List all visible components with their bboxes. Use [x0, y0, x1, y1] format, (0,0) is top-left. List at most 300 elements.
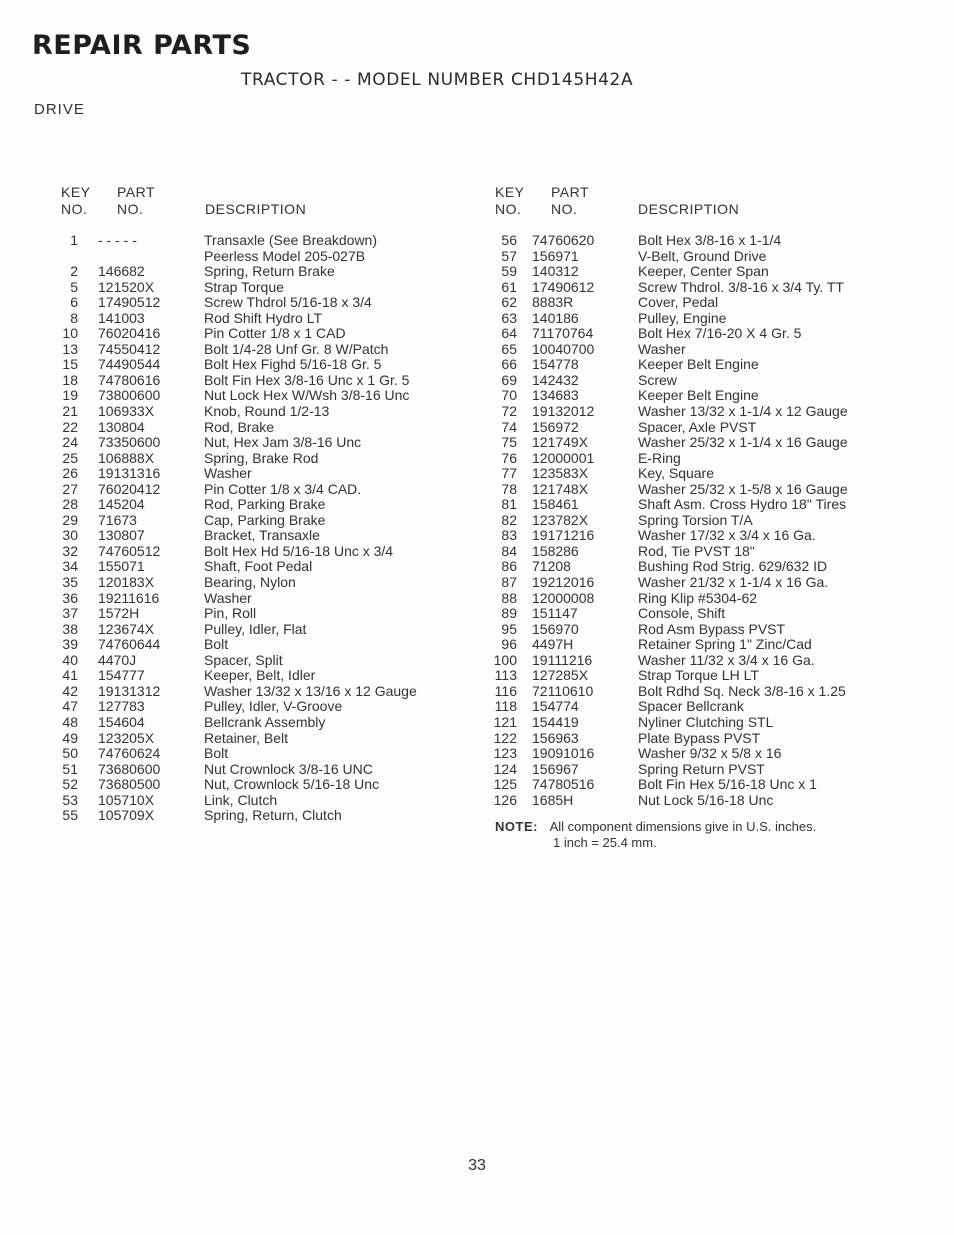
- part-number: 17490512: [98, 294, 161, 311]
- key-number: 72: [501, 403, 517, 420]
- key-number: 50: [62, 745, 78, 762]
- key-number: 34: [62, 558, 78, 575]
- part-number: 4470J: [98, 651, 137, 668]
- part-description: Spacer Bellcrank: [638, 698, 744, 715]
- key-number: 38: [62, 620, 78, 637]
- part-description: Spacer, Axle PVST: [638, 418, 757, 435]
- left-part-header: [117, 184, 155, 218]
- model-subtitle: TRACTOR - - MODEL NUMBER CHD145H42A: [241, 70, 634, 90]
- table-row: [478, 497, 918, 513]
- key-number: 30: [62, 527, 78, 544]
- part-description: Spring, Return, Clutch: [204, 807, 342, 824]
- part-number: 19131312: [98, 682, 161, 699]
- table-row: [40, 684, 460, 700]
- part-description: Bolt Rdhd Sq. Neck 3/8-16 x 1.25: [638, 682, 846, 699]
- part-number: 74760644: [98, 636, 161, 653]
- key-number: 81: [501, 496, 517, 513]
- part-description: Spring Torsion T/A: [638, 511, 753, 528]
- part-number: 123782X: [532, 511, 589, 528]
- key-number: 59: [501, 263, 517, 280]
- table-row: [40, 606, 460, 622]
- part-number: 12000001: [532, 449, 595, 466]
- part-header-line1: PART: [117, 184, 156, 200]
- table-row: [40, 435, 460, 451]
- part-description: Bracket, Transaxle: [204, 527, 320, 544]
- table-row: [40, 466, 460, 482]
- table-row: [40, 731, 460, 747]
- key-number: 63: [501, 309, 517, 326]
- key-number: 82: [501, 511, 517, 528]
- part-number: 71673: [98, 511, 137, 528]
- part-number: 10040700: [532, 340, 595, 357]
- section-heading: DRIVE: [34, 101, 85, 118]
- part-description: Pin Cotter 1/8 x 3/4 CAD.: [204, 480, 362, 497]
- part-number: 123583X: [532, 465, 589, 482]
- note-line1: [495, 819, 816, 835]
- table-row: [478, 637, 918, 653]
- part-number: 17490612: [532, 278, 595, 295]
- left-key-header: [61, 184, 91, 218]
- table-row: [40, 311, 460, 327]
- part-number: 121520X: [98, 278, 155, 295]
- key-number: 126: [493, 791, 517, 808]
- key-header-line2: NO.: [61, 201, 88, 217]
- table-row: [478, 342, 918, 358]
- table-row: [40, 420, 460, 436]
- part-number: 19111216: [532, 651, 593, 668]
- table-row: [478, 715, 918, 731]
- part-description: Peerless Model 205-027B: [204, 247, 366, 264]
- table-row: [478, 544, 918, 560]
- part-number: 158461: [532, 496, 579, 513]
- table-row: [40, 513, 460, 529]
- part-number: 71208: [532, 558, 571, 575]
- key-number: 36: [62, 589, 78, 606]
- part-description: Nut Lock 5/16-18 Unc: [638, 791, 774, 808]
- key-number: 41: [62, 667, 78, 684]
- part-description: Bolt Fin Hex 5/16-18 Unc x 1: [638, 776, 817, 793]
- key-number: 83: [501, 527, 517, 544]
- key-number: 84: [501, 542, 517, 559]
- table-row: [478, 513, 918, 529]
- part-description: Link, Clutch: [204, 791, 278, 808]
- part-description: Knob, Round 1/2-13: [204, 403, 330, 420]
- table-row: [40, 777, 460, 793]
- table-row: [478, 684, 918, 700]
- part-description: Spring, Brake Rod: [204, 449, 319, 466]
- key-number: 74: [501, 418, 517, 435]
- part-description: Washer 21/32 x 1-1/4 x 16 Ga.: [638, 574, 829, 591]
- key-number: 77: [501, 465, 517, 482]
- part-header-line2: NO.: [551, 201, 578, 217]
- part-number: 154778: [532, 356, 579, 373]
- table-row: [478, 280, 918, 296]
- part-description: Washer: [638, 340, 686, 357]
- key-number: 70: [501, 387, 517, 404]
- part-number: 8883R: [532, 294, 574, 311]
- key-number: 113: [494, 667, 517, 684]
- table-row: [40, 497, 460, 513]
- part-number: 158286: [532, 542, 579, 559]
- part-number: 12000008: [532, 589, 595, 606]
- table-row: [40, 559, 460, 575]
- part-description: Washer: [204, 589, 252, 606]
- part-description: Screw: [638, 371, 677, 388]
- part-description: Rod, Parking Brake: [204, 496, 326, 513]
- part-description: Nut, Crownlock 5/16-18 Unc: [204, 776, 380, 793]
- part-description: Keeper Belt Engine: [638, 387, 759, 404]
- part-number: 74760620: [532, 232, 595, 248]
- table-row: [40, 264, 460, 280]
- table-row: [40, 280, 460, 296]
- part-header-line2: NO.: [117, 201, 144, 217]
- part-description: Retainer Spring 1" Zinc/Cad: [638, 636, 812, 653]
- part-description: Bolt Hex 7/16-20 X 4 Gr. 5: [638, 325, 802, 342]
- table-row: [478, 373, 918, 389]
- part-description: Keeper, Belt, Idler: [204, 667, 316, 684]
- key-number: 116: [494, 682, 517, 699]
- table-row: [478, 466, 918, 482]
- note-label: NOTE:: [495, 819, 538, 834]
- key-number: 125: [493, 776, 517, 793]
- key-number: 35: [62, 574, 78, 591]
- part-description: Transaxle (See Breakdown): [204, 232, 378, 248]
- key-number: 121: [493, 713, 517, 730]
- part-number: 145204: [98, 496, 145, 513]
- part-number: 156971: [532, 247, 579, 264]
- table-row: [478, 420, 918, 436]
- table-row: [478, 699, 918, 715]
- table-row: [40, 715, 460, 731]
- key-number: 47: [62, 698, 78, 715]
- part-number: 1685H: [532, 791, 574, 808]
- part-number: 74780616: [98, 371, 161, 388]
- part-description: Screw Thdrol 5/16-18 x 3/4: [204, 294, 372, 311]
- table-row: [40, 482, 460, 498]
- key-number: 32: [62, 542, 78, 559]
- table-row: [478, 451, 918, 467]
- table-row: [478, 622, 918, 638]
- part-number: 130804: [98, 418, 145, 435]
- table-row: [40, 746, 460, 762]
- part-number: 19091016: [532, 745, 595, 762]
- part-number: 154419: [532, 713, 579, 730]
- part-number: 155071: [98, 558, 145, 575]
- table-row: [40, 622, 460, 638]
- key-number: 96: [501, 636, 517, 653]
- part-description: Keeper Belt Engine: [638, 356, 759, 373]
- table-row: [40, 808, 460, 824]
- page-number: 33: [468, 1157, 486, 1174]
- part-description: Spacer, Split: [204, 651, 283, 668]
- table-row: [478, 575, 918, 591]
- part-number: 141003: [98, 309, 145, 326]
- key-number: 21: [62, 403, 78, 420]
- key-number: 42: [62, 682, 78, 699]
- part-header-line1: PART: [551, 184, 590, 200]
- part-number: 121749X: [532, 434, 589, 451]
- part-number: 146682: [98, 263, 145, 280]
- part-number: 73680600: [98, 760, 161, 777]
- key-number: 64: [501, 325, 517, 342]
- part-description: Rod Asm Bypass PVST: [638, 620, 786, 637]
- note-text-1: All component dimensions give in U.S. inches.: [549, 819, 817, 834]
- table-row: [40, 637, 460, 653]
- table-row: [478, 249, 918, 265]
- part-number: 156970: [532, 620, 579, 637]
- key-number: 26: [62, 465, 78, 482]
- part-number: 74760624: [98, 745, 161, 762]
- part-number: 127783: [98, 698, 145, 715]
- table-row: [40, 793, 460, 809]
- key-number: 55: [62, 807, 78, 824]
- part-description: Pin Cotter 1/8 x 1 CAD: [204, 325, 346, 342]
- part-number: 1572H: [98, 605, 140, 622]
- table-row: [478, 311, 918, 327]
- part-number: 74490544: [98, 356, 161, 373]
- key-number: 75: [501, 434, 517, 451]
- part-description: Bolt Hex Hd 5/16-18 Unc x 3/4: [204, 542, 394, 559]
- part-number: 105710X: [98, 791, 155, 808]
- part-description: Washer 25/32 x 1-1/4 x 16 Gauge: [638, 434, 848, 451]
- part-description: Pulley, Idler, V-Groove: [204, 698, 343, 715]
- part-description: Bolt Hex Fighd 5/16-18 Gr. 5: [204, 356, 382, 373]
- part-number: 123674X: [98, 620, 155, 637]
- table-row: [40, 699, 460, 715]
- key-number: 86: [501, 558, 517, 575]
- table-row: [478, 762, 918, 778]
- table-row: [40, 342, 460, 358]
- key-number: 48: [62, 713, 78, 730]
- key-number: 15: [62, 356, 78, 373]
- part-number: 106888X: [98, 449, 155, 466]
- part-description: Washer 13/32 x 1-1/4 x 12 Gauge: [638, 403, 848, 420]
- part-description: Pulley, Idler, Flat: [204, 620, 307, 637]
- key-number: 78: [501, 480, 517, 497]
- right-parts-table: [478, 233, 918, 808]
- part-description: Rod, Tie PVST 18": [638, 542, 755, 559]
- part-description: Rod Shift Hydro LT: [204, 309, 323, 326]
- part-description: Shaft, Foot Pedal: [204, 558, 313, 575]
- part-description: Bolt Hex 3/8-16 x 1-1/4: [638, 232, 782, 248]
- table-row: [478, 793, 918, 809]
- key-number: 51: [62, 760, 78, 777]
- key-number: 5: [70, 278, 78, 295]
- key-header-line2: NO.: [495, 201, 522, 217]
- key-number: 49: [62, 729, 78, 746]
- part-number: 73800600: [98, 387, 161, 404]
- table-row: [40, 249, 460, 265]
- table-row: [478, 233, 918, 249]
- part-description: Washer 25/32 x 1-5/8 x 16 Gauge: [638, 480, 848, 497]
- part-number: 4497H: [532, 636, 574, 653]
- key-number: 1: [70, 232, 78, 248]
- table-row: [40, 373, 460, 389]
- part-number: 74780516: [532, 776, 595, 793]
- part-number: 120183X: [98, 574, 155, 591]
- part-description: Pulley, Engine: [638, 309, 727, 326]
- table-row: [478, 435, 918, 451]
- part-number: 154604: [98, 713, 145, 730]
- table-row: [478, 388, 918, 404]
- key-number: 29: [62, 511, 78, 528]
- part-description: Strap Torque: [204, 278, 284, 295]
- part-number: 76020416: [98, 325, 161, 342]
- key-number: 57: [501, 247, 517, 264]
- part-description: Nyliner Clutching STL: [638, 713, 774, 730]
- table-row: [40, 591, 460, 607]
- key-number: 8: [70, 309, 78, 326]
- table-row: [40, 762, 460, 778]
- table-row: [40, 575, 460, 591]
- key-header-line1: KEY: [61, 184, 91, 200]
- key-number: 40: [62, 651, 78, 668]
- table-row: [40, 668, 460, 684]
- key-number: 88: [501, 589, 517, 606]
- part-description: Key, Square: [638, 465, 715, 482]
- key-number: 13: [62, 340, 78, 357]
- key-number: 62: [501, 294, 517, 311]
- key-number: 87: [501, 574, 517, 591]
- part-description: Bolt 1/4-28 Unf Gr. 8 W/Patch: [204, 340, 389, 357]
- part-description: Rod, Brake: [204, 418, 275, 435]
- key-number: 56: [501, 232, 517, 248]
- note-text-2: 1 inch = 25.4 mm.: [553, 835, 657, 850]
- table-row: [478, 777, 918, 793]
- key-number: 25: [62, 449, 78, 466]
- key-number: 95: [501, 620, 517, 637]
- table-row: [478, 653, 918, 669]
- part-number: 123205X: [98, 729, 155, 746]
- page-title: REPAIR PARTS: [32, 30, 252, 61]
- part-number: 71170764: [532, 325, 594, 342]
- part-number: 154774: [532, 698, 579, 715]
- table-row: [478, 482, 918, 498]
- key-number: 39: [62, 636, 78, 653]
- part-number: 140312: [532, 263, 579, 280]
- key-number: 2: [70, 263, 78, 280]
- part-description: Bolt Fin Hex 3/8-16 Unc x 1 Gr. 5: [204, 371, 410, 388]
- part-number: 106933X: [98, 403, 155, 420]
- part-description: Shaft Asm. Cross Hydro 18" Tires: [638, 496, 847, 513]
- part-description: Plate Bypass PVST: [638, 729, 761, 746]
- part-number: 121748X: [532, 480, 589, 497]
- key-number: 69: [501, 371, 517, 388]
- part-description: Pin, Roll: [204, 605, 257, 622]
- key-number: 22: [62, 418, 78, 435]
- part-number: 140186: [532, 309, 579, 326]
- part-description: Spring, Return Brake: [204, 263, 335, 280]
- part-description: Bolt: [204, 745, 229, 762]
- part-number: 19171216: [532, 527, 595, 544]
- part-number: 19132012: [532, 403, 595, 420]
- key-number: 28: [62, 496, 78, 513]
- table-row: [478, 668, 918, 684]
- part-description: Cap, Parking Brake: [204, 511, 326, 528]
- part-description: Cover, Pedal: [638, 294, 719, 311]
- table-row: [40, 528, 460, 544]
- key-number: 118: [494, 698, 517, 715]
- part-number: 156967: [532, 760, 579, 777]
- left-parts-table: [40, 233, 460, 824]
- part-description: Nut Crownlock 3/8-16 UNC: [204, 760, 373, 777]
- part-description: Keeper, Center Span: [638, 263, 769, 280]
- right-description-header: DESCRIPTION: [638, 201, 740, 217]
- part-description: Screw Thdrol. 3/8-16 x 3/4 Ty. TT: [638, 278, 844, 295]
- part-description: Bolt: [204, 636, 229, 653]
- table-row: [478, 559, 918, 575]
- part-description: Retainer, Belt: [204, 729, 289, 746]
- part-description: E-Ring: [638, 449, 681, 466]
- part-description: Spring Return PVST: [638, 760, 765, 777]
- part-number: 76020412: [98, 480, 161, 497]
- part-number: 142432: [532, 371, 579, 388]
- part-description: Nut Lock Hex W/Wsh 3/8-16 Unc: [204, 387, 410, 404]
- table-row: [478, 731, 918, 747]
- part-number: 151147: [532, 605, 578, 622]
- dimension-note: [495, 819, 816, 851]
- key-number: 24: [62, 434, 78, 451]
- part-description: Ring Klip #5304-62: [638, 589, 758, 606]
- table-row: [478, 264, 918, 280]
- key-header-line1: KEY: [495, 184, 525, 200]
- part-number: 156963: [532, 729, 579, 746]
- table-row: [478, 746, 918, 762]
- table-row: [40, 544, 460, 560]
- part-number: 154777: [98, 667, 145, 684]
- right-key-header: [495, 184, 525, 218]
- part-description: Washer 17/32 x 3/4 x 16 Ga.: [638, 527, 816, 544]
- table-row: [40, 326, 460, 342]
- part-number: 156972: [532, 418, 579, 435]
- key-number: 10: [62, 325, 78, 342]
- table-row: [478, 295, 918, 311]
- part-number: 74550412: [98, 340, 161, 357]
- key-number: 123: [493, 745, 517, 762]
- table-row: [478, 404, 918, 420]
- part-number: 73680500: [98, 776, 161, 793]
- part-description: Strap Torque LH LT: [638, 667, 759, 684]
- part-number: 19211616: [98, 589, 160, 606]
- part-description: V-Belt, Ground Drive: [638, 247, 767, 264]
- key-number: 124: [493, 760, 517, 777]
- table-row: [40, 295, 460, 311]
- part-number: 127285X: [532, 667, 589, 684]
- part-description: Bearing, Nylon: [204, 574, 296, 591]
- part-number: 73350600: [98, 434, 161, 451]
- key-number: 76: [501, 449, 517, 466]
- part-number: 19212016: [532, 574, 595, 591]
- right-part-header: [551, 184, 589, 218]
- table-row: [478, 606, 918, 622]
- part-description: Bellcrank Assembly: [204, 713, 326, 730]
- table-row: [40, 404, 460, 420]
- table-row: [40, 357, 460, 373]
- table-row: [40, 653, 460, 669]
- part-description: Washer 11/32 x 3/4 x 16 Ga.: [638, 651, 815, 668]
- key-number: 27: [62, 480, 78, 497]
- key-number: 61: [501, 278, 517, 295]
- key-number: 65: [501, 340, 517, 357]
- part-number: - - - - -: [98, 232, 137, 248]
- part-number: 19131316: [98, 465, 161, 482]
- table-row: [40, 451, 460, 467]
- part-description: Nut, Hex Jam 3/8-16 Unc: [204, 434, 362, 451]
- part-number: 134683: [532, 387, 579, 404]
- table-row: [478, 326, 918, 342]
- table-row: [478, 591, 918, 607]
- key-number: 18: [62, 371, 78, 388]
